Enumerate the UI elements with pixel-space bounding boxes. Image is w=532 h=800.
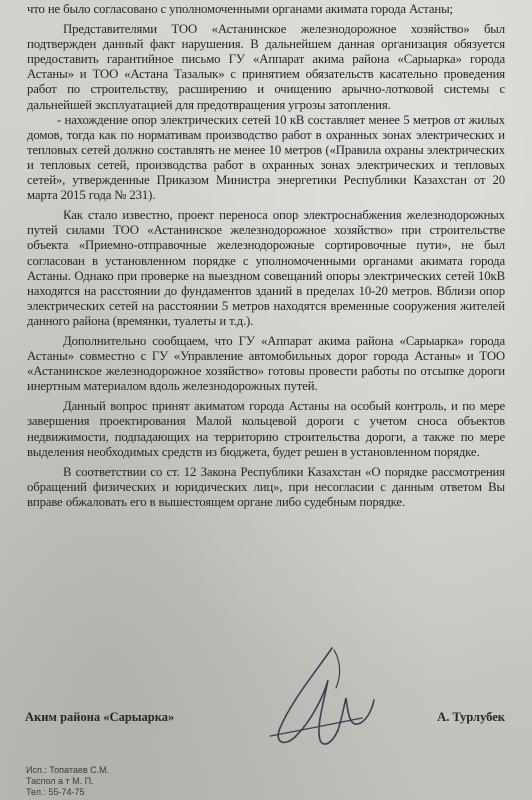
executor-info (26, 765, 109, 798)
signer-name: А. Турлубек (437, 710, 505, 724)
signature-row (25, 710, 505, 730)
signer-position: Аким района «Сарыарка» (25, 710, 175, 724)
paragraph-3: - нахождение опор электрических сетей 10 кВ составляет менее 5 метров от жилых домов, тогда как по нормативам производство работ в охранных зонах электрических и тепловых сетей должно составлять не менее 10 метров («Правила охраны электрических и тепловых сетей, производства работ в охранных зонах электрических и тепловых сетей», утвержденные Приказом Министра энергетики Республики Казахстан от 20 марта 2015 года № 231). (27, 112, 505, 203)
paragraph-5: Дополнительно сообщаем, что ГУ «Аппарат акима района «Сарыарка» города Астаны» совместно с ГУ «Управление автомобильных дорог города Астаны» и ТОО «Астанинское железнодорожное хозяйство» готовы провести работы по отсыпке дороги инертным материалом вдоль железнодорожных путей. (27, 333, 505, 394)
letter-body (27, 2, 505, 510)
executor-name: Исп.: Топатаев С.М. (26, 765, 110, 775)
paragraph-1: что не было согласовано с уполномоченными органами акимата города Астаны; (27, 2, 453, 16)
paragraph-2: Представителями ТОО «Астанинское железнодорожное хозяйство» был подтвержден данный факт нарушения. В дальнейшем данная организация обязуется предоставить гарантийное письмо ГУ «Аппарат акима района «Сарыарка» города Астаны» и ТОО «Астана Тазалык» с принятием обязательств касательно проведения работ по строительству, расширению и очищению арычно-лотковой системы с дальнейшей эксплуатацией для предотвращения угрозы затопления. (27, 22, 505, 112)
paragraph-6: Данный вопрос принят акиматом города Астаны на особый контроль, и по мере завершения проектирования Малой кольцевой дороги с учетом сноса объектов недвижимости, подпадающих на территорию строительства дороги, а также по мере выделения необходимых средств из бюджета, будет решен в установленном порядке. (27, 399, 505, 459)
executor-phone: Тел.: 55-74-75 (26, 787, 85, 797)
handwritten-signature (262, 640, 382, 760)
paragraph-4: Как стало известно, проект переноса опор электроснабжения железнодорожных путей силами ТОО «Астанинское железнодорожное хозяйство» при строительстве объекта «Приемно-отправочные железнодорожные сортировочные пути», не был согласован в установленном порядке с уполномоченными органами акимата города Астаны. Однако при проверке на выездном совещаний опоры электрических сетей 10кВ находятся на расстоянии до фундаментов зданий в пределах 10-20 метров. Вблизи опор электрических сетей на расстоянии 5 метров находятся временные сооружения жителей данного района (времянки, туалеты и т.д.). (27, 208, 505, 328)
executor-second-name: Таспол а т М. П. (26, 776, 94, 786)
paragraph-7: В соответствии со ст. 12 Закона Республики Казахстан «О порядке рассмотрения обращений физических и юридических лиц», при несогласии с данным ответом Вы вправе обжаловать его в вышестоящем органе либо судебным порядке. (27, 464, 505, 509)
